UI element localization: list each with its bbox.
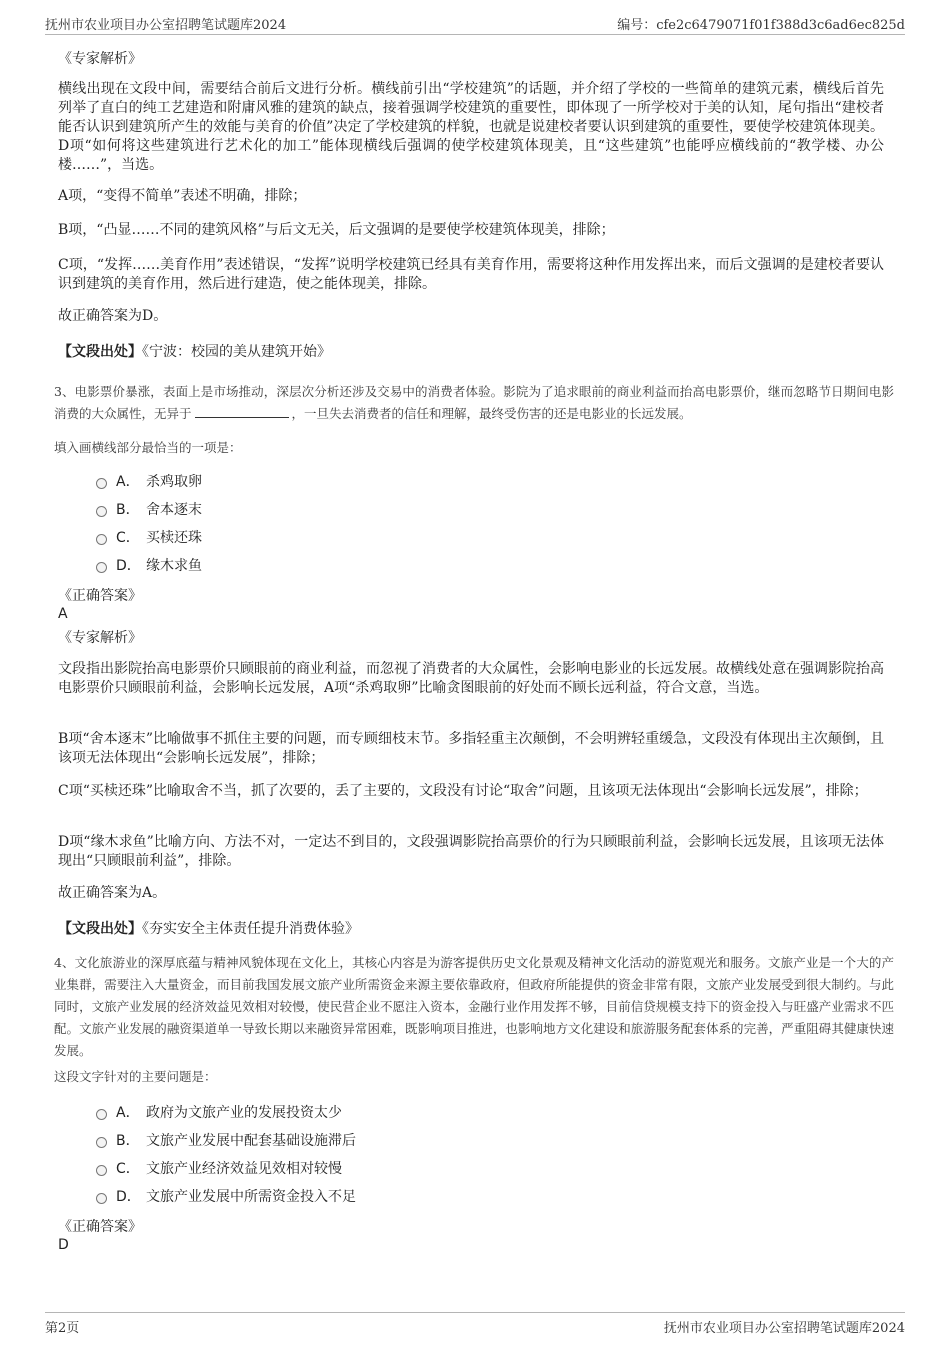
option-text: 文旅产业发展中所需资金投入不足 xyxy=(146,1189,356,1205)
option-key: C． xyxy=(116,1161,140,1177)
source-tag: 【文段出处】 xyxy=(58,921,142,937)
source-tag: 【文段出处】 xyxy=(58,344,142,360)
correct-answer: D xyxy=(58,1237,69,1253)
option-b[interactable] xyxy=(96,498,202,520)
correct-answer-label: 《正确答案》 xyxy=(58,1219,142,1235)
option-c[interactable] xyxy=(96,526,202,548)
option-text: 买椟还珠 xyxy=(146,530,202,546)
answer-blank xyxy=(195,403,289,418)
analysis-conclusion: 故正确答案为A。 xyxy=(58,885,167,901)
analysis-paragraph: 横线出现在文段中间，需要结合前后文进行分析。横线前引出“学校建筑”的话题，并介绍了学校的一些简单的建筑元素，横线后首先列举了直白的纯工艺建造和附庸风雅的建筑的缺点，接着强调学校建筑的重要性，即体现了一所学校对于美的认知，尾句指出“建校者能否认识到建筑所产生的效能与美育的价值”决定了学校建筑的样貌，也就是说建校者要认识到建筑的重要性，要使学校建筑体现美。D项“如何将这些建筑进行艺术化的加工”能体现横线后强调的使学校建筑体现美，且“这些建筑”也能呼应横线前的“教学楼、办公楼……”，当选。 xyxy=(58,81,884,173)
source-citation xyxy=(58,341,331,361)
analysis-paragraph: B项“舍本逐末”比喻做事不抓住主要的问题，而专顾细枝末节。多指轻重主次颠倒，不会明辨轻重缓急，文段没有体现出主次颠倒，且该项无法体现出“会影响长远发展”，排除； xyxy=(58,731,884,766)
option-key: B． xyxy=(116,502,140,518)
question-stem-before: 3、电影票价暴涨，表面上是市场推动，深层次分析还涉及交易中的消费者体验。影院为了追求眼前的商业利益而抬高电影票价，继而忽略节日期间电影消费的大众属性，无异于 xyxy=(54,384,894,421)
footer-title: 抚州市农业项目办公室招聘笔试题库2024 xyxy=(663,1321,905,1336)
radio-icon[interactable] xyxy=(96,1137,107,1148)
option-text: 舍本逐末 xyxy=(146,502,202,518)
header-doc-id: 编号：cfe2c6479071f01f388d3c6ad6ec825d xyxy=(617,18,905,33)
analysis-paragraph: C项，“发挥……美育作用”表述错误，“发挥”说明学校建筑已经具有美育作用，需要将这种作用发挥出来，而后文强调的是建校者要认识到建筑的美育作用，然后进行建造，使之能体现美，排除。 xyxy=(58,257,884,292)
option-c[interactable] xyxy=(96,1157,342,1179)
option-text: 政府为文旅产业的发展投资太少 xyxy=(146,1105,342,1121)
question-stem xyxy=(54,381,894,425)
expert-analysis-label: 《专家解析》 xyxy=(58,51,142,67)
source-citation xyxy=(58,918,359,938)
source-title: 《夯实安全主体责任提升消费体验》 xyxy=(142,921,359,937)
option-key: C． xyxy=(116,530,140,546)
option-key: A． xyxy=(116,474,140,490)
analysis-paragraph: B项，“凸显……不同的建筑风格”与后文无关，后文强调的是要使学校建筑体现美，排除； xyxy=(58,222,615,238)
analysis-conclusion: 故正确答案为D。 xyxy=(58,308,168,324)
option-key: D． xyxy=(116,558,141,574)
analysis-paragraph: 文段指出影院抬高电影票价只顾眼前的商业利益，而忽视了消费者的大众属性，会影响电影业的长远发展。故横线处意在强调影院抬高电影票价只顾眼前利益，会影响长远发展，A项“杀鸡取卵”比喻贪图眼前的好处而不顾长远利益，符合文意，当选。 xyxy=(58,661,884,696)
analysis-paragraph: D项“缘木求鱼”比喻方向、方法不对，一定达不到目的，文段强调影院抬高票价的行为只顾眼前利益，会影响长远发展，且该项无法体现出“只顾眼前利益”，排除。 xyxy=(58,834,884,869)
correct-answer: A xyxy=(58,606,68,622)
analysis-paragraph: A项，“变得不简单”表述不明确，排除； xyxy=(58,188,307,204)
expert-analysis-label: 《专家解析》 xyxy=(58,630,142,646)
option-key: D． xyxy=(116,1189,141,1205)
option-text: 杀鸡取卵 xyxy=(146,474,202,490)
question-stem-after: ，一旦失去消费者的信任和理解，最终受伤害的还是电影业的长远发展。 xyxy=(291,406,692,421)
page-footer xyxy=(45,1312,905,1335)
question-stem: 4、文化旅游业的深厚底蕴与精神风貌体现在文化上，其核心内容是为游客提供历史文化景观及精神文化活动的游览观光和服务。文旅产业是一个大的产业集群，需要注入大量资金，而目前我国发展文旅产业所需资金来源主要依靠政府，但政府所能提供的资金非常有限，文旅产业发展受到很大制约。与此同时，文旅产业发展的经济效益见效相对较慢，使民营企业不愿注入资本，金融行业作用发挥不够，目前信贷规模支持下的资金投入与旺盛产业需求不匹配。文旅产业发展的融资渠道单一导致长期以来融资异常困难，既影响项目推进，也影响地方文化建设和旅游服务配套体系的完善，严重阻碍其健康快速发展。 xyxy=(54,955,894,1058)
question-prompt: 这段文字针对的主要问题是： xyxy=(54,1069,217,1084)
source-title: 《宁波：校园的美从建筑开始》 xyxy=(142,344,331,360)
page-number: 第2页 xyxy=(45,1321,80,1336)
option-text: 文旅产业经济效益见效相对较慢 xyxy=(146,1161,342,1177)
radio-icon[interactable] xyxy=(96,506,107,517)
radio-icon[interactable] xyxy=(96,1193,107,1204)
question-prompt: 填入画横线部分最恰当的一项是： xyxy=(54,440,242,455)
option-a[interactable] xyxy=(96,1101,342,1123)
option-d[interactable] xyxy=(96,1185,356,1207)
radio-icon[interactable] xyxy=(96,1109,107,1120)
page-header xyxy=(45,12,905,35)
correct-answer-label: 《正确答案》 xyxy=(58,588,142,604)
option-key: B． xyxy=(116,1133,140,1149)
option-b[interactable] xyxy=(96,1129,356,1151)
option-text: 文旅产业发展中配套基础设施滞后 xyxy=(146,1133,356,1149)
radio-icon[interactable] xyxy=(96,562,107,573)
analysis-paragraph: C项“买椟还珠”比喻取舍不当，抓了次要的，丢了主要的，文段没有讨论“取舍”问题，且该项无法体现出“会影响长远发展”，排除； xyxy=(58,783,868,799)
radio-icon[interactable] xyxy=(96,478,107,489)
option-text: 缘木求鱼 xyxy=(146,558,202,574)
option-key: A． xyxy=(116,1105,140,1121)
option-a[interactable] xyxy=(96,470,202,492)
radio-icon[interactable] xyxy=(96,534,107,545)
radio-icon[interactable] xyxy=(96,1165,107,1176)
header-title: 抚州市农业项目办公室招聘笔试题库2024 xyxy=(45,18,287,33)
option-d[interactable] xyxy=(96,554,202,576)
